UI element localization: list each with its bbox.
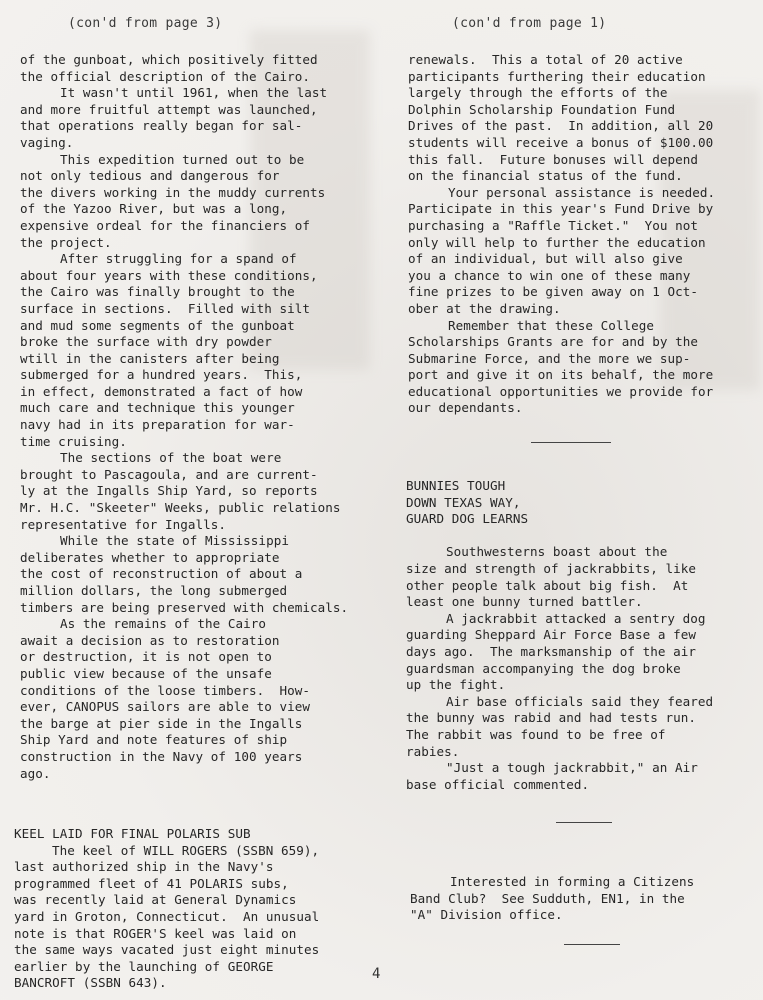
page-number: 4 [372,966,381,982]
text-line: and more fruitful attempt was launched, [20,101,318,117]
text-line: ly at the Ingalls Ship Yard, so reports [20,483,318,499]
text-line: deliberates whether to appropriate [20,549,280,565]
text-line: BANCROFT (SSBN 643). [14,975,167,991]
divider-rule [531,442,611,443]
text-line: broke the surface with dry powder [20,334,272,350]
text-line: time cruising. [20,433,127,449]
text-line: ober at the drawing. [408,300,561,316]
text-line: largely through the efforts of the [408,85,668,101]
text-line: on the financial status of the fund. [408,168,683,184]
text-line: construction in the Navy of 100 years [20,748,303,764]
text-line: last authorized ship in the Navy's [14,859,274,875]
text-line: this fall. Future bonuses will depend [408,151,699,167]
text-line: of an individual, but will also give [408,251,683,267]
text-line: the bunny was rabid and had tests run. [406,710,697,726]
text-line: Dolphin Scholarship Foundation Fund [408,101,676,117]
text-line: Interested in forming a Citizens [450,874,695,889]
text-line: Scholarships Grants are for and by the [408,334,699,350]
divider-rule [564,944,620,945]
text-line: the Cairo was finally brought to the [20,284,295,300]
divider-rule [556,822,612,823]
bunny-article [406,478,758,793]
right-continuation-header: (con'd from page 1) [452,16,607,31]
text-line: Your personal assistance is needed. [448,184,716,200]
text-line: "A" Division office. [410,907,563,923]
text-line: ago. [20,765,51,781]
text-line: guardsman accompanying the dog broke [406,660,681,676]
text-line: conditions of the loose timbers. How- [20,682,311,698]
text-line: submerged for a hundred years. This, [20,367,303,383]
text-line: While the state of Mississippi [60,533,289,549]
text-line: await a decision as to restoration [20,632,280,648]
text-line: port and give it on its behalf, the more [408,367,714,383]
text-line: Submarine Force, and the more we sup- [408,350,691,366]
text-line: up the fight. [406,677,506,693]
text-line: After struggling for a spand of [60,251,297,267]
text-line: As the remains of the Cairo [60,616,267,632]
text-line: earlier by the launching of GEORGE [14,958,274,974]
text-line: renewals. This a total of 20 active [408,52,683,67]
keel-article [14,826,386,992]
text-line: vaging. [20,134,74,150]
text-line: surface in sections. Filled with silt [20,300,311,316]
bunny-headline-line: GUARD DOG LEARNS [406,511,529,527]
band-club-notice [410,874,758,924]
text-line: you a chance to win one of these many [408,267,691,283]
text-line: wtill in the canisters after being [20,350,280,366]
bunny-headline-line: DOWN TEXAS WAY, [406,494,521,510]
text-line: the official description of the Cairo. [20,68,311,84]
text-line: navy had in its preparation for war- [20,417,295,433]
text-line: the cost of reconstruction of about a [20,566,303,582]
text-line: was recently laid at General Dynamics [14,892,297,908]
text-line: Remember that these College [448,317,655,333]
text-line: in effect, demonstrated a fact of how [20,383,303,399]
text-line: Mr. H.C. "Skeeter" Weeks, public relations [20,500,341,516]
text-line: million dollars, the long submerged [20,583,288,598]
text-line: that operations really began for sal- [20,118,303,134]
text-line: guarding Sheppard Air Force Base a few [406,627,697,643]
text-line: expensive ordeal for the financiers of [20,217,311,233]
left-continuation-header: (con'd from page 3) [68,16,223,31]
text-line: least one bunny turned battler. [406,594,643,610]
text-line: only will help to further the education [408,234,706,250]
text-line: Southwesterns boast about the [446,544,668,560]
text-line: rabies. [406,743,460,759]
text-line: of the gunboat, which positively fitted [20,52,318,67]
text-line: fine prizes to be given away on 1 Oct- [408,284,699,300]
text-line: our dependants. [408,400,523,416]
text-line: The keel of WILL ROGERS (SSBN 659), [52,842,320,858]
text-line: This expedition turned out to be [60,151,305,167]
text-line: educational opportunities we provide for [408,383,714,399]
text-line: purchasing a "Raffle Ticket." You not [408,217,699,233]
text-line: Air base officials said they feared [446,693,714,709]
text-line: size and strength of jackrabbits, like [406,560,697,576]
text-line: other people talk about big fish. At [406,577,689,593]
text-line: about four years with these conditions, [20,267,318,283]
text-line: Ship Yard and note features of ship [20,732,288,748]
text-line: the divers working in the muddy currents [20,184,326,200]
text-line: or destruction, it is not open to [20,649,272,665]
text-line: It wasn't until 1961, when the last [60,85,328,101]
text-line: much care and technique this younger [20,400,295,416]
text-line: base official commented. [406,776,590,792]
scholarship-article [408,52,758,417]
text-line: public view because of the unsafe [20,665,272,681]
text-line: not only tedious and dangerous for [20,168,280,184]
text-line: The rabbit was found to be free of [406,726,666,742]
text-line: representative for Ingalls. [20,516,227,532]
text-line: Band Club? See Sudduth, EN1, in the [410,890,685,906]
text-line: ever, CANOPUS sailors are able to view [20,699,311,715]
text-line: "Just a tough jackrabbit," an Air [446,760,698,776]
keel-headline: KEEL LAID FOR FINAL POLARIS SUB [14,826,251,841]
text-line: Participate in this year's Fund Drive by [408,201,714,217]
text-line: the barge at pier side in the Ingalls [20,715,303,731]
text-line: brought to Pascagoula, and are current- [20,466,318,482]
text-line: A jackrabbit attacked a sentry dog [446,610,706,626]
text-line: the same ways vacated just eight minutes [14,942,320,958]
text-line: of the Yazoo River, but was a long, [20,201,288,217]
text-line: The sections of the boat were [60,450,282,466]
text-line: yard in Groton, Connecticut. An unusual [14,908,320,924]
text-line: students will receive a bonus of $100.00 [408,134,714,150]
text-line: the project. [20,234,112,250]
text-line: Drives of the past. In addition, all 20 [408,118,714,134]
text-line: timbers are being preserved with chemicals. [20,599,349,615]
text-line: days ago. The marksmanship of the air [406,643,697,659]
text-line: participants furthering their education [408,68,706,84]
text-line: and mud some segments of the gunboat [20,317,295,333]
text-line: note is that ROGER'S keel was laid on [14,925,297,941]
text-line: programmed fleet of 41 POLARIS subs, [14,875,289,891]
cairo-article [20,52,392,782]
bunny-headline-line: BUNNIES TOUGH [406,478,506,493]
